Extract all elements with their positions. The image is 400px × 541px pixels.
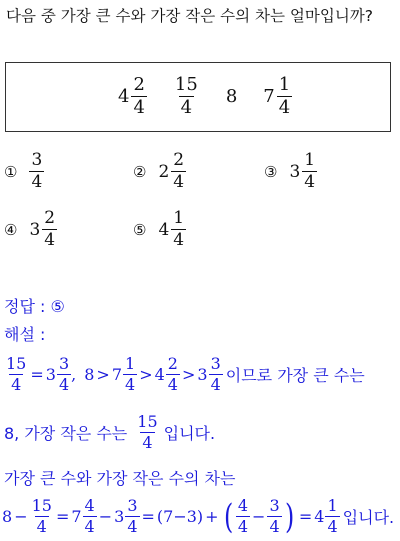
solution-label: 해설 : (4, 325, 46, 344)
question-text: 다음 중 가장 큰 수와 가장 작은 수의 차는 얼마입니까? (6, 7, 374, 25)
number-mixed-7-1-4: 7 $\frac{1}{4}$ (263, 74, 291, 118)
option-1[interactable]: ① $\frac{3}{4}$ (4, 150, 43, 192)
option-2[interactable]: ② 2 $\frac{2}{4}$ (133, 150, 185, 192)
option-4[interactable]: ④ 3 $\frac{2}{4}$ (4, 208, 56, 250)
option-3[interactable]: ③ 3 $\frac{1}{4}$ (264, 150, 316, 192)
option-5[interactable]: ⑤ 4 $\frac{1}{4}$ (133, 208, 185, 250)
numbers-row (118, 76, 292, 117)
number-fraction-15-4: $\frac{15}{4}$ (174, 74, 198, 118)
solution-line-2: 8, 가장 작은 수는 $\frac{15}{4}$ 입니다. (4, 412, 216, 452)
solution-line-3: 가장 큰 수와 가장 작은 수의 차는 (4, 469, 236, 488)
solution-line-4: 8 − $\frac{15}{4}$ = 7 $\frac{4}{4}$ − 3 $\frac{3}{4}$ = (7−3) + ( $\frac{4}{4}$ − $\frac{3}{4}$ ) = 4 $\frac{1}{4}$ 입니다. (2, 496, 395, 537)
numbers-box (5, 62, 391, 132)
answer-line: 정답 : ⑤ (4, 297, 65, 316)
number-mixed-4-2-4: 4 $\frac{2}{4}$ (118, 74, 145, 118)
solution-line-1: $\frac{15}{4}$ = 3 $\frac{3}{4}$ , 8 > 7 $\frac{1}{4}$ > 4 $\frac{2}{4}$ > 3 $\frac{3}{4}$ 이므로 가장 큰 수는 (6, 354, 365, 394)
number-8: 8 (225, 86, 238, 107)
